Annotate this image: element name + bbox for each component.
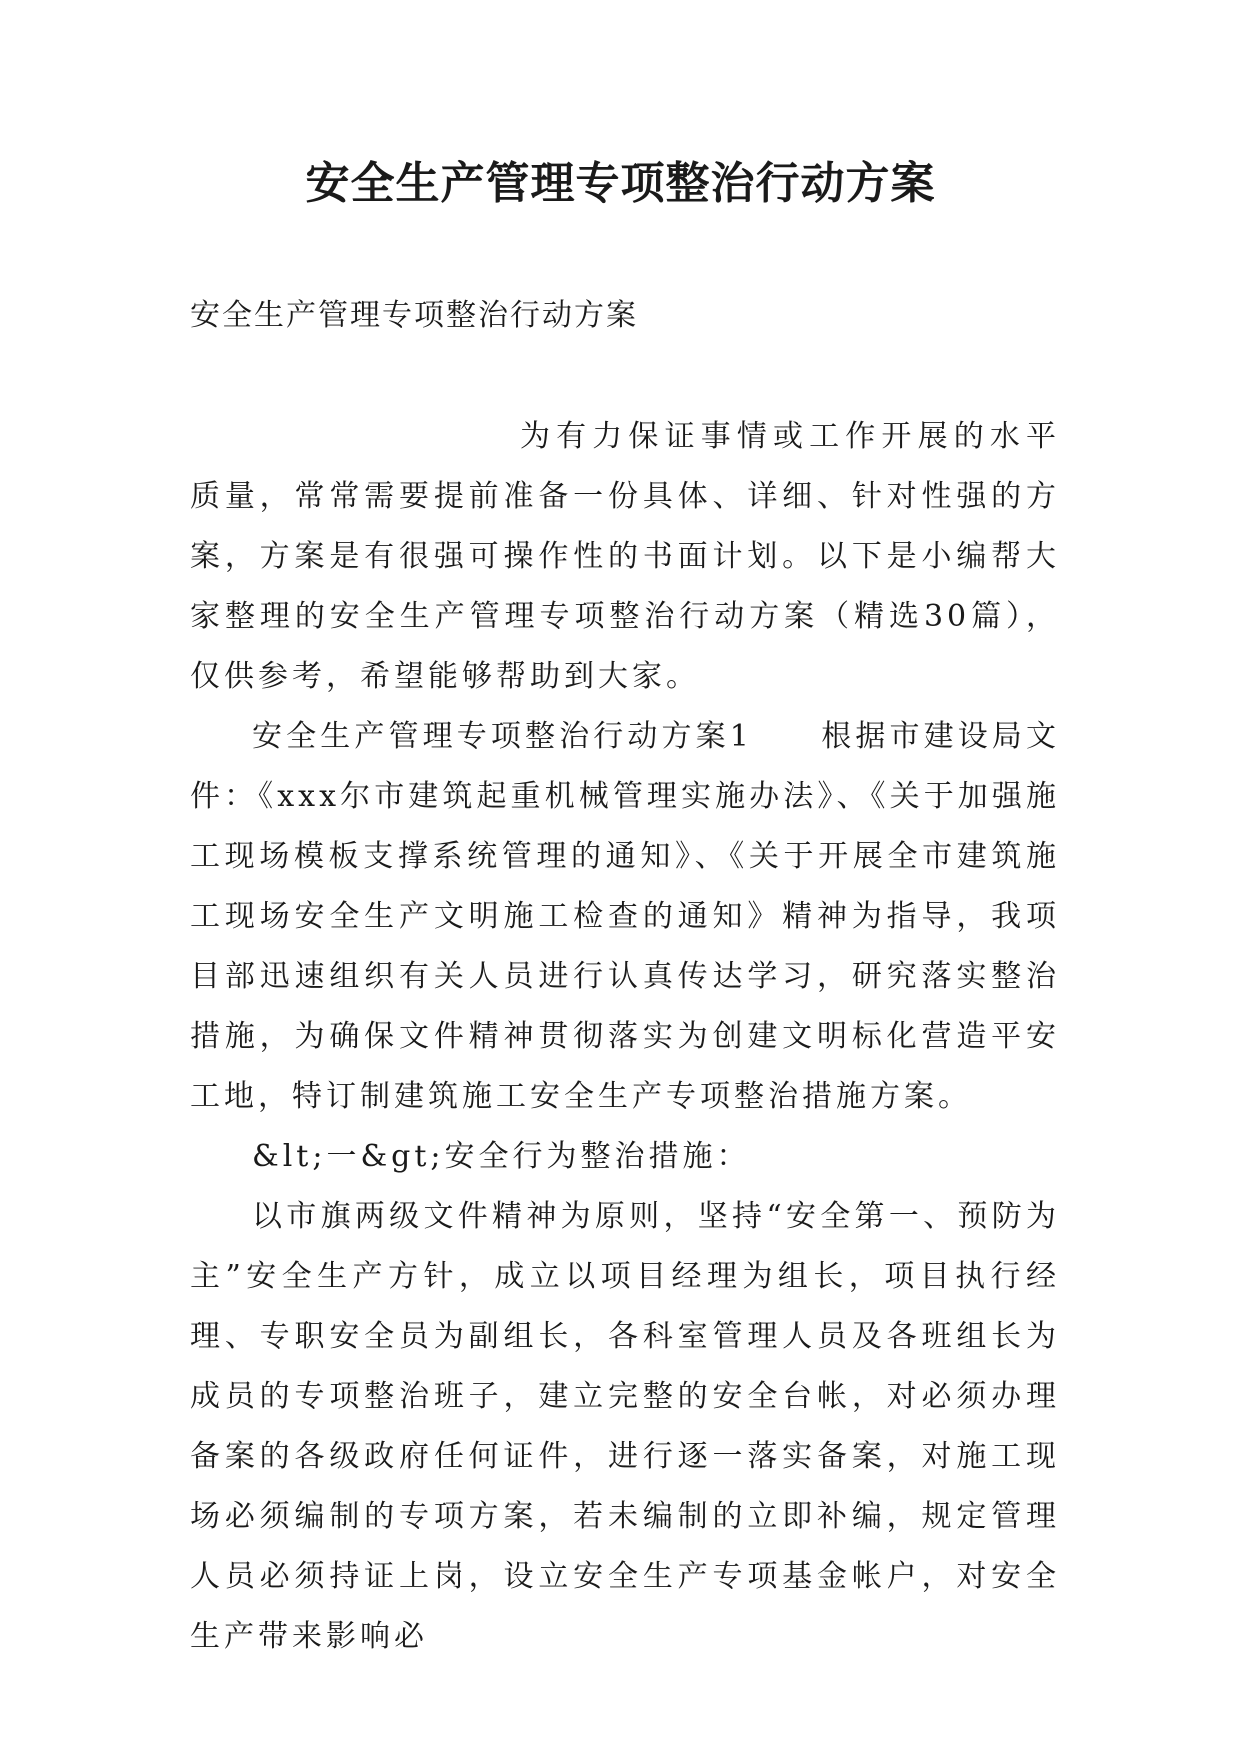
- document-subtitle: 安全生产管理专项整治行动方案: [190, 298, 638, 333]
- document-body: [190, 407, 1060, 1667]
- section-heading: &lt;一&gt;安全行为整治措施：: [252, 1139, 751, 1174]
- body-paragraph: 安全生产管理专项整治行动方案1 根据市建设局文件：《xxx尔市建筑起重机械管理实施办法》、《关于加强施工现场模板支撑系统管理的通知》、《关于开展全市建筑施工现场安全生产文明施工检查的通知》精神为指导，我项目部迅速组织有关人员进行认真传达学习，研究落实整治措施，为确保文件精神贯彻落实为创建文明标化营造平安工地，特订制建筑施工安全生产专项整治措施方案。: [190, 719, 1060, 1114]
- intro-paragraph: 为有力保证事情或工作开展的水平质量，常常需要提前准备一份具体、详细、针对性强的方案，方案是有很强可操作性的书面计划。以下是小编帮大家整理的安全生产管理专项整治行动方案（精选30篇），仅供参考，希望能够帮助到大家。: [190, 419, 1060, 694]
- body-paragraph: 以市旗两级文件精神为原则，坚持“安全第一、预防为主”安全生产方针，成立以项目经理为组长，项目执行经理、专职安全员为副组长，各科室管理人员及各班组长为成员的专项整治班子，建立完整的安全台帐，对必须办理备案的各级政府任何证件，进行逐一落实备案，对施工现场必须编制的专项方案，若未编制的立即补编，规定管理人员必须持证上岗，设立安全生产专项基金帐户，对安全生产带来影响必: [190, 1199, 1060, 1654]
- document-title: 安全生产管理专项整治行动方案: [305, 158, 936, 209]
